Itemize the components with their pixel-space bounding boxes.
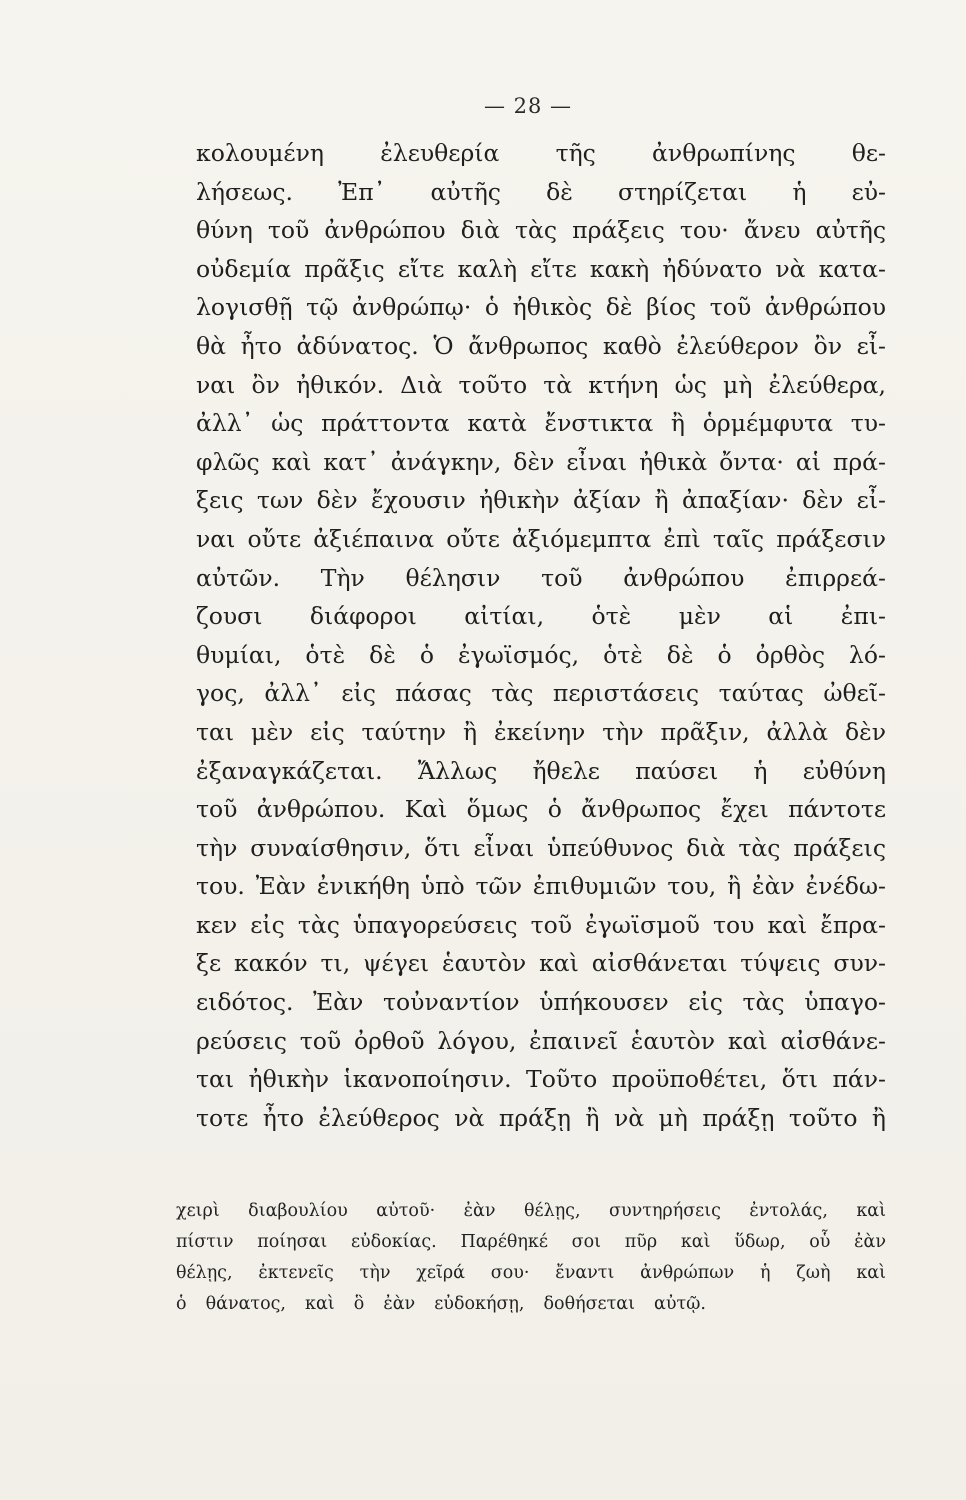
text-line: ἐξαναγκάζεται. Ἄλλως ἤθελε παύσει ἡ εὐθύνη [196, 756, 886, 785]
text-line: θυμίαι, ὁτὲ δὲ ὁ ἐγωϊσμός, ὁτὲ δὲ ὁ ὀρθὸς λό- [196, 640, 886, 669]
text-line: ται μὲν εἰς ταύτην ἢ ἐκείνην τὴν πρᾶξιν, ἀλλὰ δὲν [196, 717, 886, 746]
text-line: ξεις των δὲν ἔχουσιν ἠθικὴν ἀξίαν ἢ ἀπαξίαν· δὲν εἶ- [196, 486, 886, 515]
text-line: ζουσι διάφοροι αἰτίαι, ὁτὲ μὲν αἱ ἐπι- [196, 602, 886, 631]
text-line: τοτε ἦτο ἐλεύθερος νὰ πράξῃ ἢ νὰ μὴ πράξῃ τοῦτο ἢ [196, 1103, 886, 1132]
text-line: ναι οὔτε ἀξιέπαινα οὔτε ἀξιόμεμπτα ἐπὶ ταῖς πράξεσιν [196, 524, 886, 553]
text-line: φλῶς καὶ κατ᾽ ἀνάγκην, δὲν εἶναι ἠθικὰ ὄντα· αἱ πρά- [196, 447, 886, 476]
text-line: κεν εἰς τὰς ὑπαγορεύσεις τοῦ ἐγωϊσμοῦ του καὶ ἔπρα- [196, 910, 886, 939]
text-line: ειδότος. Ἐὰν τοὐναντίον ὑπήκουσεν εἰς τὰς ὑπαγο- [196, 988, 886, 1017]
text-line: του. Ἐὰν ἐνικήθη ὑπὸ τῶν ἐπιθυμιῶν του, ἢ ἐὰν ἐνέδω- [196, 872, 886, 901]
text-line: ται ἠθικὴν ἱκανοποίησιν. Τοῦτο προϋποθέτει, ὅτι πάν- [196, 1065, 886, 1094]
text-line: γος, ἀλλ᾽ εἰς πάσας τὰς περιστάσεις ταύτας ὠθεῖ- [196, 679, 886, 708]
text-line: θὰ ἦτο ἀδύνατος. Ὁ ἄνθρωπος καθὸ ἐλεύθερον ὂν εἶ- [196, 331, 886, 360]
footnote-line: θέλῃς, ἐκτενεῖς τὴν χεῖρά σου· ἔναντι ἀνθρώπων ἡ ζωὴ καὶ [176, 1263, 886, 1283]
text-line: θύνη τοῦ ἀνθρώπου διὰ τὰς πράξεις του· ἄνευ αὐτῆς [196, 216, 886, 245]
text-line: αὐτῶν. Τὴν θέλησιν τοῦ ἀνθρώπου ἐπιρρεά- [196, 563, 886, 592]
page-number: — 28 — [483, 94, 573, 118]
text-line: τὴν συναίσθησιν, ὅτι εἶναι ὑπεύθυνος διὰ τὰς πράξεις [196, 833, 886, 862]
text-line: κολουμένη ἐλευθερία τῆς ἀνθρωπίνης θε- [196, 139, 886, 167]
text-line: τοῦ ἀνθρώπου. Καὶ ὅμως ὁ ἄνθρωπος ἔχει πάντοτε [196, 795, 886, 824]
footnote-line: ὁ θάνατος, καὶ ὃ ἐὰν εὐδοκήσῃ, δοθήσεται αὐτῷ. [176, 1294, 706, 1314]
text-line: οὐδεμία πρᾶξις εἴτε καλὴ εἴτε κακὴ ἠδύνατο νὰ κατα- [196, 254, 886, 283]
text-line: λογισθῇ τῷ ἀνθρώπῳ· ὁ ἠθικὸς δὲ βίος τοῦ ἀνθρώπου [196, 293, 886, 322]
text-line: ἀλλ᾽ ὡς πράττοντα κατὰ ἔνστικτα ἢ ὁρμέμφυτα τυ- [196, 409, 886, 438]
text-line: ρεύσεις τοῦ ὀρθοῦ λόγου, ἐπαινεῖ ἑαυτὸν καὶ αἰσθάνε- [196, 1026, 886, 1055]
footnote [176, 1196, 886, 1320]
text-line: ναι ὂν ἠθικόν. Διὰ τοῦτο τὰ κτήνη ὡς μὴ ἐλεύθερα, [196, 370, 886, 399]
main-text [196, 134, 886, 1137]
footnote-line: πίστιν ποίησαι εὐδοκίας. Παρέθηκέ σοι πῦρ καὶ ὕδωρ, οὗ ἐὰν [176, 1232, 886, 1252]
text-line: ξε κακόν τι, ψέγει ἑαυτὸν καὶ αἰσθάνεται τύψεις συν- [196, 949, 886, 978]
text-line: λήσεως. Ἐπ᾽ αὐτῆς δὲ στηρίζεται ἡ εὐ- [196, 177, 886, 206]
footnote-line: χειρὶ διαβουλίου αὐτοῦ· ἐὰν θέλῃς, συντηρήσεις ἐντολάς, καὶ [176, 1201, 886, 1221]
